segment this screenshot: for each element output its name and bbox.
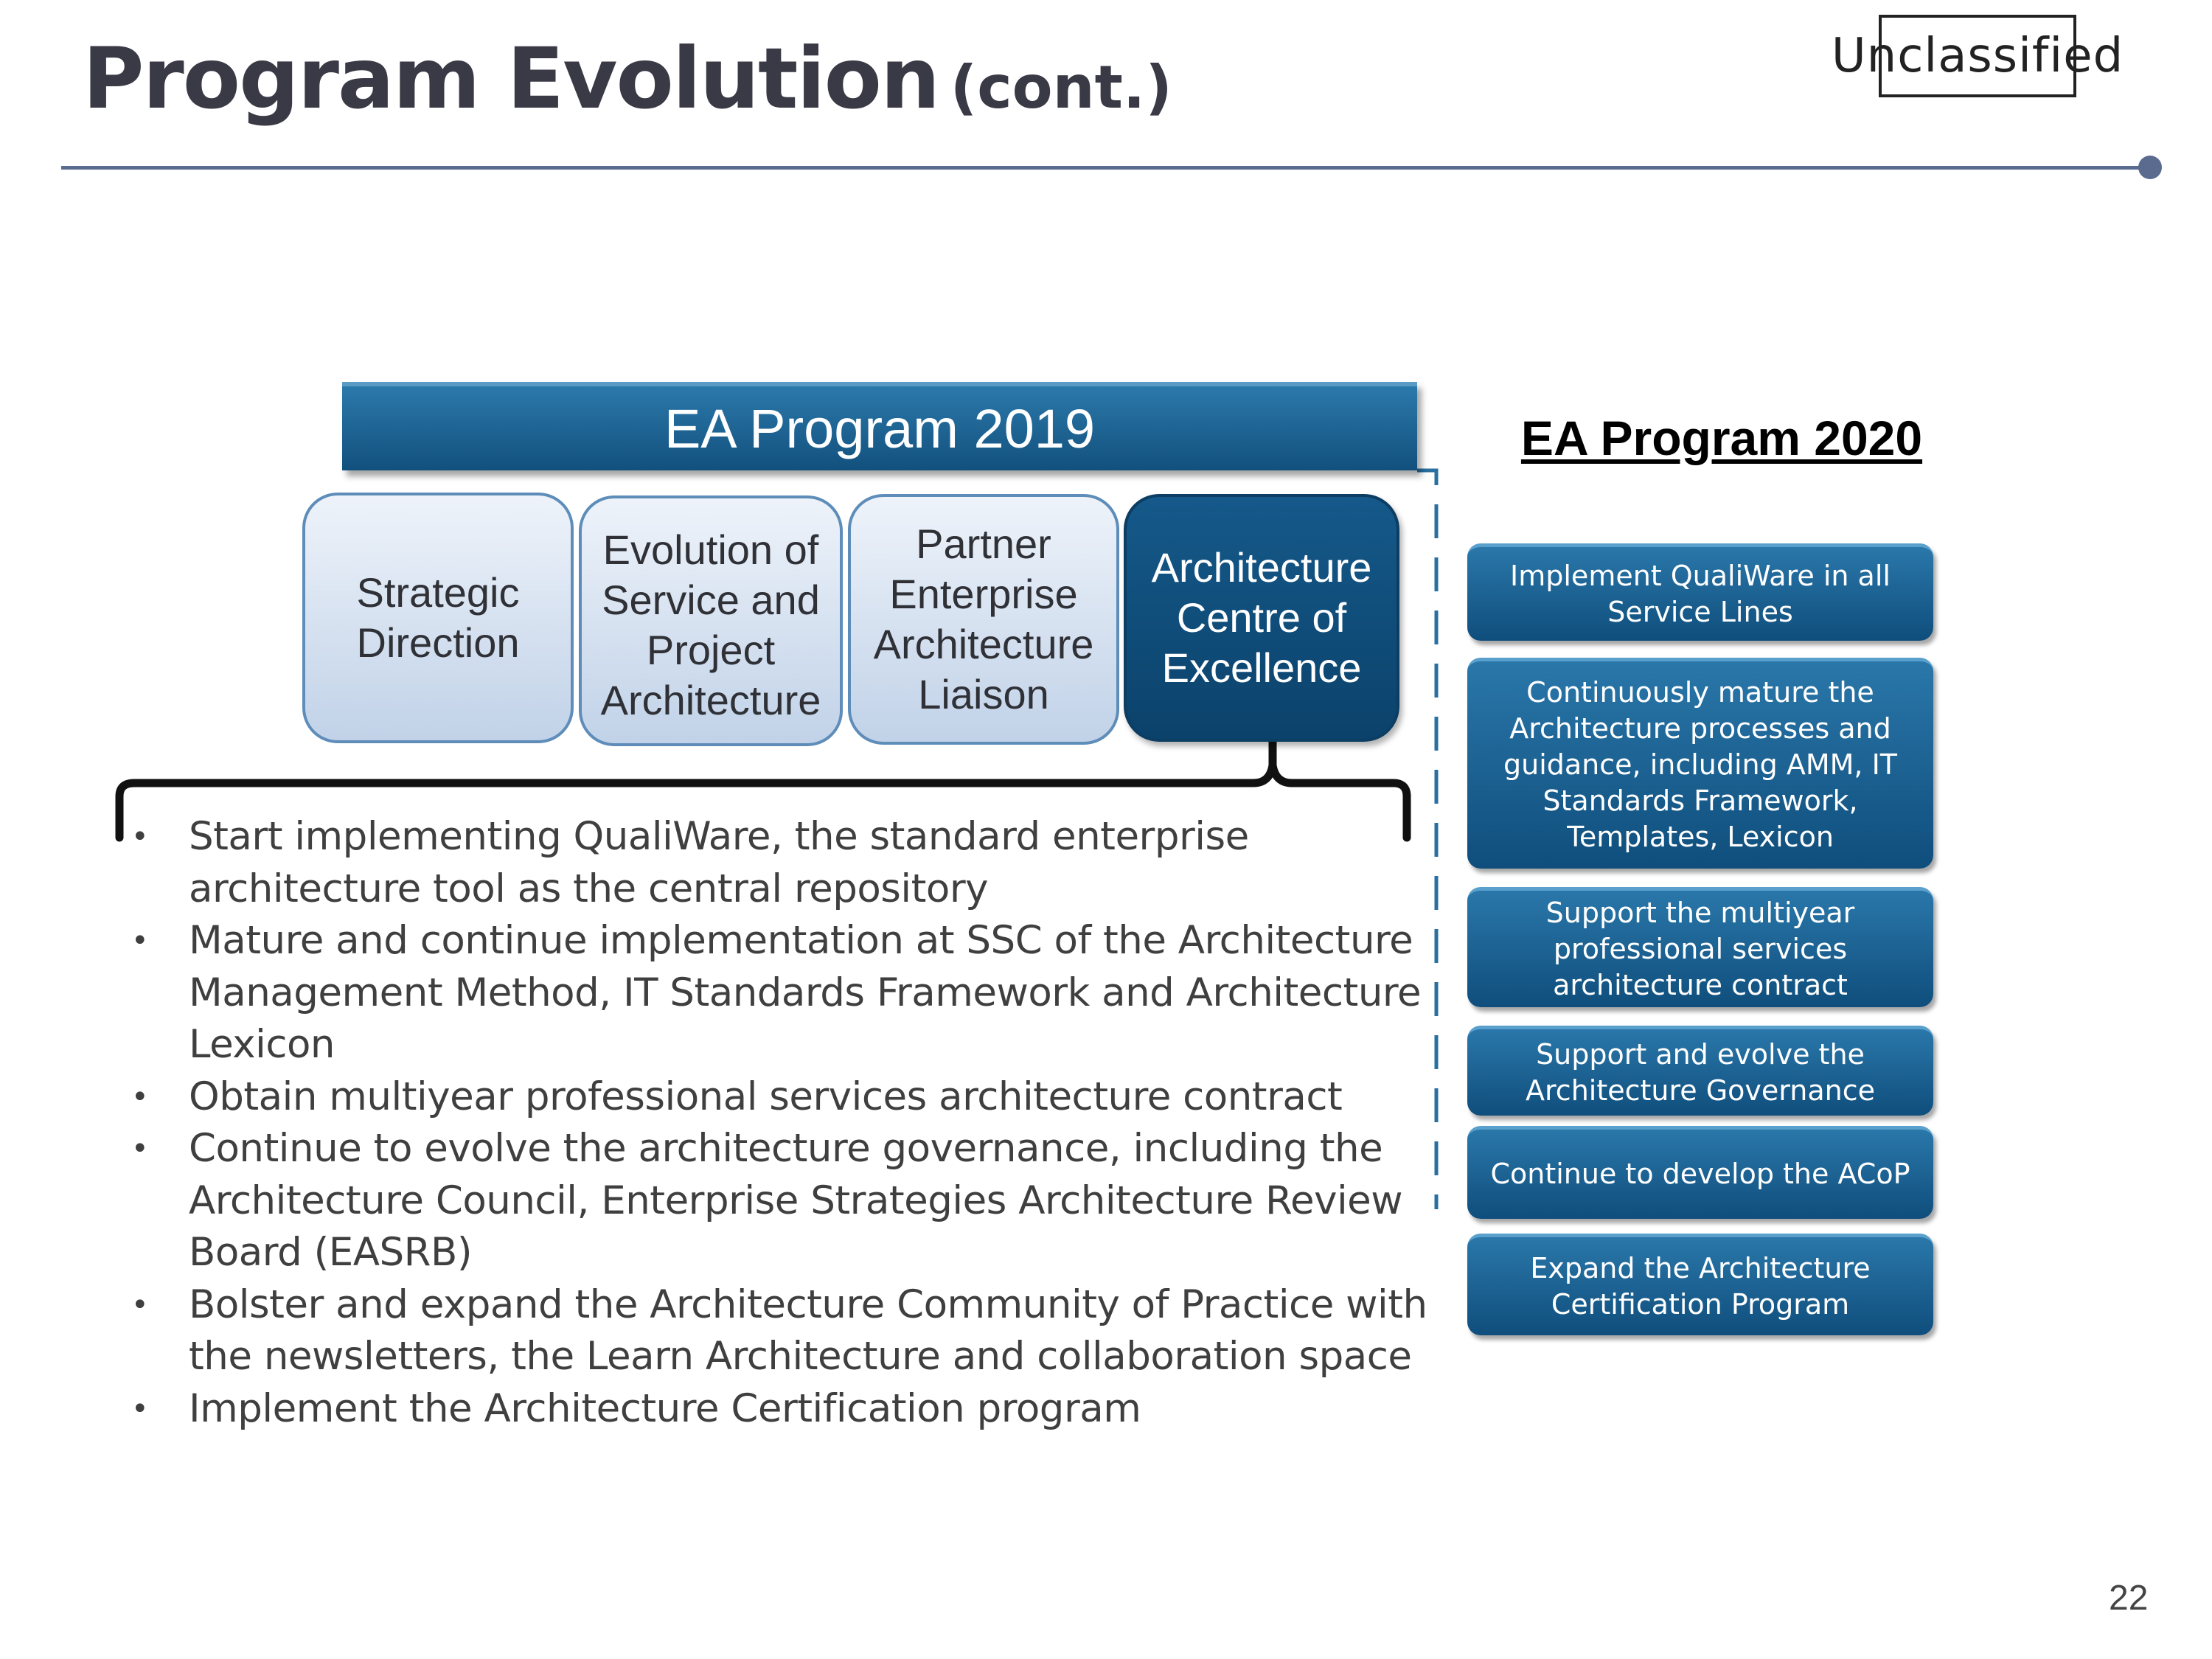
- bullet-item: • Continue to evolve the architecture governance, including the Architecture Council, Enterprise Strategies Architecture Review Board (EASRB): [124, 1123, 1451, 1279]
- program-2019-bullet-list: [124, 811, 1451, 1435]
- pillar-partner-ea-liaison: Partner Enterprise Architecture Liaison: [848, 494, 1119, 745]
- program-2020-title: EA Program 2020: [1520, 411, 1923, 465]
- title-main: Program Evolution: [83, 29, 939, 128]
- program-2020-item: Expand the Architecture Certification Program: [1467, 1234, 1933, 1335]
- classification-label: Unclassified: [1879, 15, 2076, 97]
- pillar-strategic-direction: Strategic Direction: [302, 493, 574, 743]
- page-number: 22: [2109, 1579, 2149, 1618]
- title-suffix: (cont.): [950, 53, 1172, 122]
- bullet-item: • Implement the Architecture Certification program: [124, 1383, 1451, 1436]
- program-2020-item: Continuously mature the Architecture processes and guidance, including AMM, IT Standards Framework, Templates, Lexicon: [1467, 658, 1933, 869]
- pillar-architecture-centre-of-excellence: Architecture Centre of Excellence: [1124, 494, 1399, 742]
- program-2020-item: Support the multiyear professional services architecture contract: [1467, 887, 1933, 1007]
- pillar-evolution-service-project-architecture: Evolution of Service and Project Architecture: [579, 495, 843, 746]
- program-2019-header: EA Program 2019: [342, 382, 1417, 470]
- bullet-item: • Start implementing QualiWare, the standard enterprise architecture tool as the central repository: [124, 811, 1451, 915]
- program-2020-item: Implement QualiWare in all Service Lines: [1467, 543, 1933, 641]
- program-2020-item: Support and evolve the Architecture Governance: [1467, 1026, 1933, 1116]
- program-2020-item: Continue to develop the ACoP: [1467, 1126, 1933, 1219]
- bullet-item: • Bolster and expand the Architecture Community of Practice with the newsletters, the Learn Architecture and collaboration space: [124, 1279, 1451, 1383]
- bullet-item: • Obtain multiyear professional services architecture contract: [124, 1071, 1451, 1124]
- bullet-item: • Mature and continue implementation at SSC of the Architecture Management Method, IT Standards Framework and Architecture Lexicon: [124, 915, 1451, 1071]
